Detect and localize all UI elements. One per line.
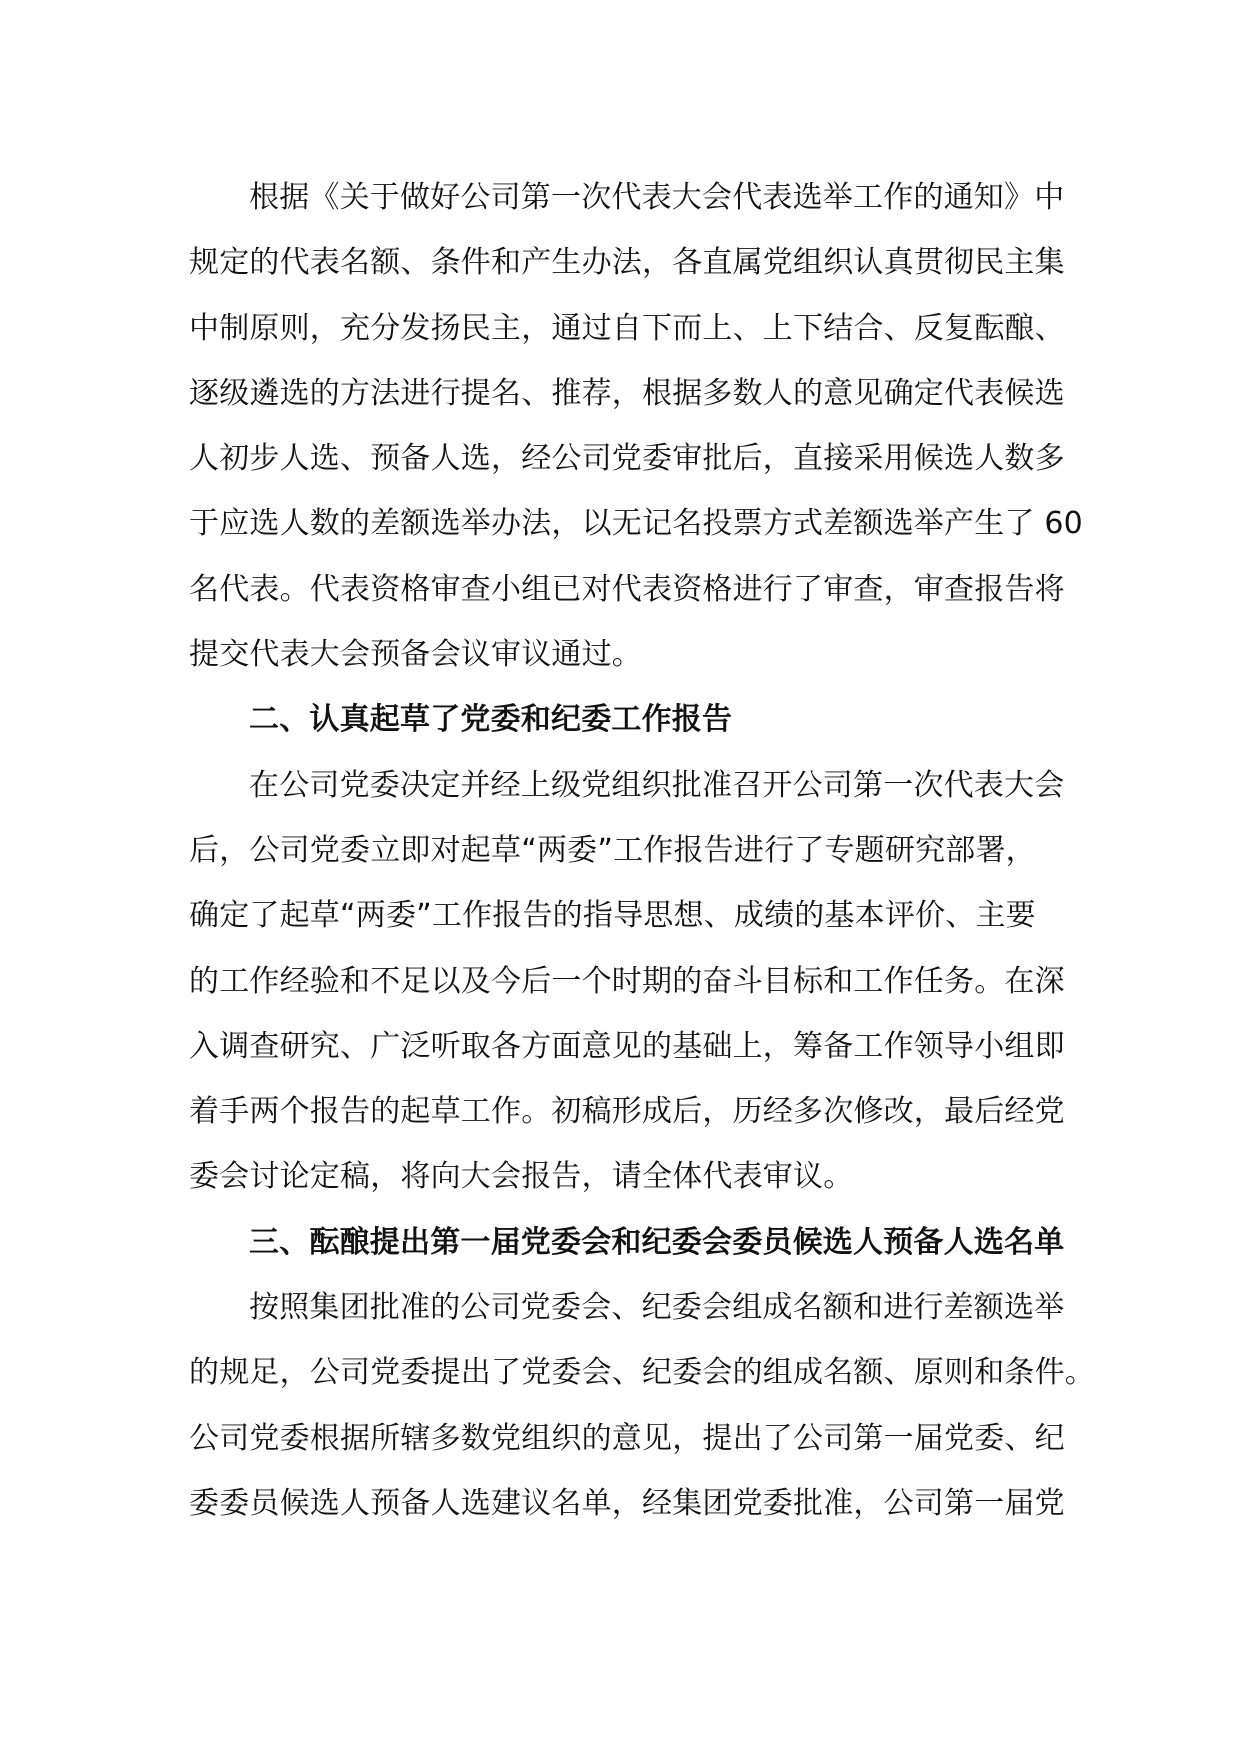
text-line: 入调查研究、广泛听取各方面意见的基础上，筹备工作领导小组即	[189, 1028, 1065, 1064]
text-line: 名代表。代表资格审查小组已对代表资格进行了审查，审查报告将	[189, 571, 1065, 607]
text-line: 人初步人选、预备人选，经公司党委审批后，直接采用候选人数多	[189, 441, 1065, 477]
text-line: 的工作经验和不足以及今后一个时期的奋斗目标和工作任务。在深	[189, 963, 1065, 999]
text-line: 根据《关于做好公司第一次代表大会代表选举工作的通知》中	[249, 180, 1065, 215]
document-body	[189, 165, 1095, 1536]
text-line: 后，公司党委立即对起草“两委”工作报告进行了专题研究部署，	[189, 832, 1036, 868]
text-line: 公司党委根据所辖多数党组织的意见，提出了公司第一届党委、纪	[189, 1420, 1065, 1456]
text-line: 逐级遴选的方法进行提名、推荐，根据多数人的意见确定代表候选	[189, 375, 1065, 411]
text-line: 提交代表大会预备会议审议通过。	[189, 637, 642, 673]
text-line: 的规足，公司党委提出了党委会、纪委会的组成名额、原则和条件。	[189, 1355, 1095, 1391]
paragraph-report-drafting	[189, 753, 1065, 1210]
text-line: 委会讨论定稿，将向大会报告，请全体代表审议。	[189, 1159, 854, 1195]
text-line: 按照集团批准的公司党委会、纪委会组成名额和进行差额选举	[249, 1290, 1065, 1326]
section-heading-2: 二、认真起草了党委和纪委工作报告	[249, 702, 733, 738]
text-line: 在公司党委决定并经上级党组织批准召开公司第一次代表大会	[249, 767, 1065, 803]
section-heading-3: 三、酝酿提出第一届党委会和纪委会委员候选人预备人选名单	[249, 1224, 1065, 1260]
paragraph-delegate-election	[189, 165, 1083, 687]
text-line: 于应选人数的差额选举办法，以无记名投票方式差额选举产生了 60	[189, 506, 1083, 542]
text-line: 规定的代表名额、条件和产生办法，各直属党组织认真贯彻民主集	[189, 245, 1065, 281]
text-line: 确定了起草“两委”工作报告的指导思想、成绩的基本评价、主要	[189, 898, 1036, 934]
paragraph-candidate-list	[189, 1275, 1095, 1536]
text-line: 委委员候选人预备人选建议名单，经集团党委批准，公司第一届党	[189, 1485, 1065, 1521]
text-line: 着手两个报告的起草工作。初稿形成后，历经多次修改，最后经党	[189, 1094, 1065, 1130]
text-line: 中制原则，充分发扬民主，通过自下而上、上下结合、反复酝酿、	[189, 310, 1065, 346]
